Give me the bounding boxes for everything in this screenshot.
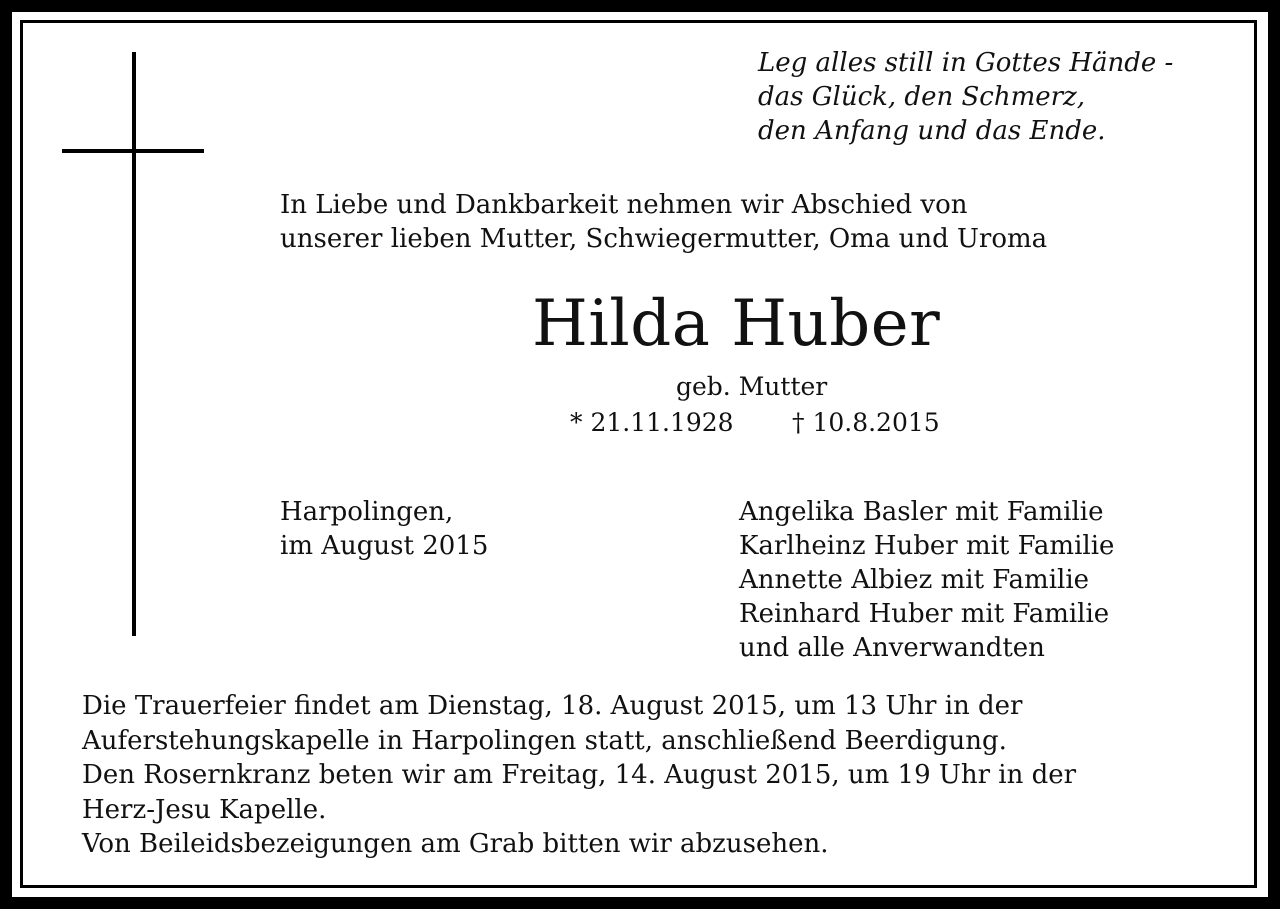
mourner-item: Annette Albiez mit Familie: [739, 565, 1090, 595]
notice-line: Von Beileidsbezeigungen am Grab bitten wir abzusehen.: [82, 829, 829, 859]
motto-verse: [758, 46, 1173, 148]
notice-line: Auferstehungskapelle in Harpolingen statt, anschließend Beerdigung.: [82, 725, 1007, 756]
mourner-item: Angelika Basler mit Familie: [739, 497, 1104, 527]
intro-line: In Liebe und Dankbarkeit nehmen wir Abschied von: [280, 190, 968, 220]
mourner-item: Karlheinz Huber mit Familie: [739, 531, 1115, 561]
notice-line: Die Trauerfeier findet am Dienstag, 18. August 2015, um 13 Uhr in der: [82, 691, 1023, 721]
motto-line: Leg alles still in Gottes Hände -: [758, 48, 1174, 78]
maiden-name: geb. Mutter: [676, 372, 828, 401]
mourner-item: Reinhard Huber mit Familie: [739, 599, 1110, 629]
cross-icon: [132, 52, 136, 636]
motto-line: den Anfang und das Ende.: [758, 116, 1106, 146]
mourner-item: und alle Anverwandten: [739, 633, 1045, 663]
cross-icon-crossbar: [62, 149, 204, 153]
date-line: im August 2015: [280, 531, 489, 561]
notice-line: Herz-Jesu Kapelle.: [82, 794, 327, 825]
intro-line: unserer lieben Mutter, Schwiegermutter, Oma und Uroma: [280, 224, 1048, 254]
intro-text: [280, 188, 1047, 256]
notice-line: Den Rosernkranz beten wir am Freitag, 14. August 2015, um 19 Uhr in der: [82, 760, 1077, 790]
death-date: † 10.8.2015: [792, 408, 940, 437]
deceased-name: Hilda Huber: [532, 287, 941, 361]
mourners-list: [739, 495, 1114, 665]
motto-line: das Glück, den Schmerz,: [758, 82, 1086, 112]
place-line: Harpolingen,: [280, 497, 454, 527]
birth-date: * 21.11.1928: [570, 408, 734, 437]
place-date: [280, 495, 488, 563]
funeral-notice: [82, 689, 1076, 862]
